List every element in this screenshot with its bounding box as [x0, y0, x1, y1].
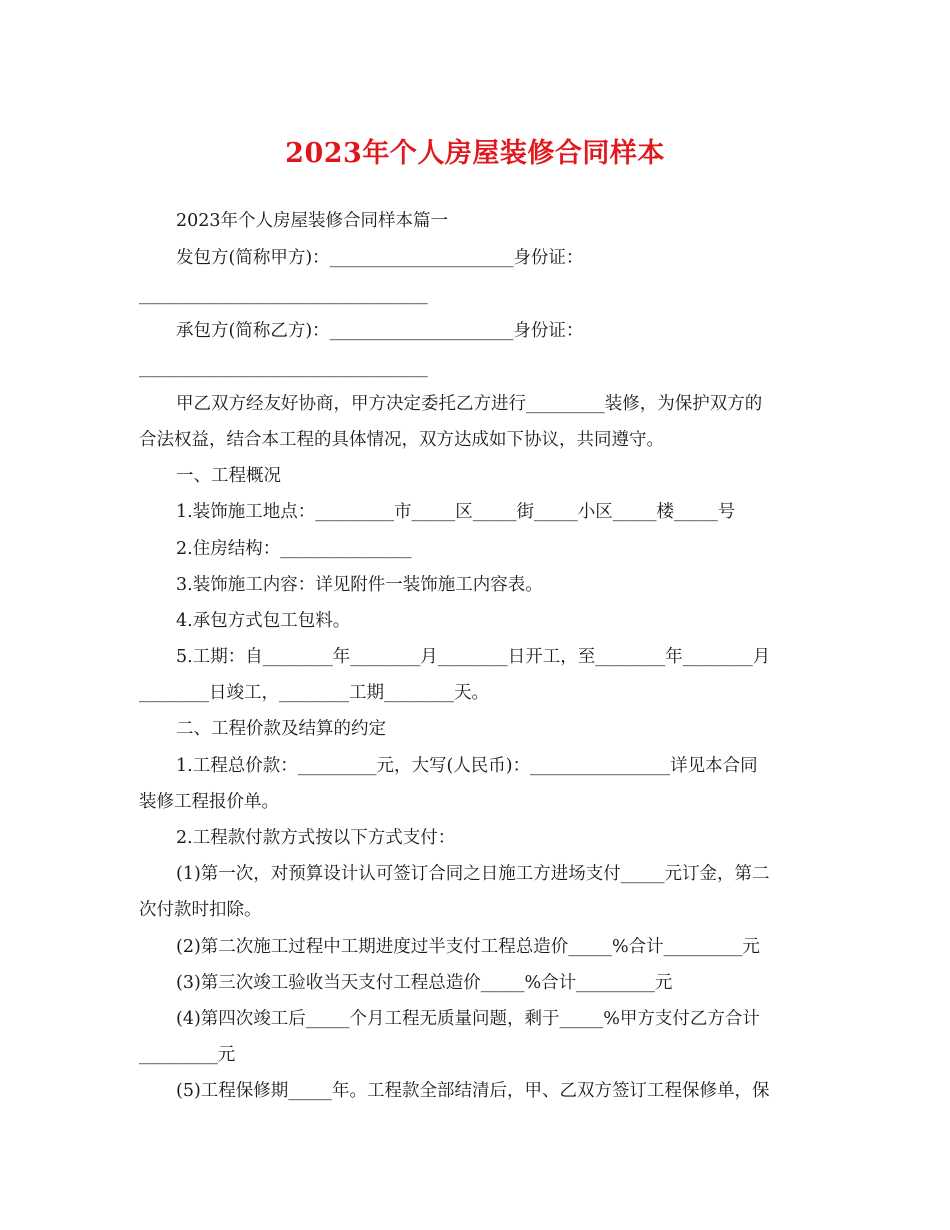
text-line: (3)第三次竣工验收当天支付工程总造价_____%合计_________元: [176, 973, 673, 993]
text-line: 2.工程款付款方式按以下方式支付：: [176, 828, 456, 848]
text-line: 甲乙双方经友好协商，甲方决定委托乙方进行_________装修，为保护双方的: [176, 394, 763, 414]
section-heading: 一、工程概况: [176, 466, 281, 486]
text-line: 3.装饰施工内容：详见附件一装饰施工内容表。: [176, 575, 543, 595]
text-line: _________元: [139, 1045, 236, 1065]
section-heading: 2023年个人房屋装修合同样本篇一: [176, 211, 449, 231]
text-line: _________________________________: [139, 285, 428, 305]
text-line: 发包方(简称甲方)：_____________________身份证：: [176, 248, 584, 268]
text-line: 2.住房结构：_______________: [176, 539, 412, 559]
text-line: 1.工程总价款：_________元，大写(人民币)：________________详见本合同: [176, 756, 758, 776]
text-line: 4.承包方式包工包料。: [176, 611, 351, 631]
text-line: 装修工程报价单。: [139, 792, 279, 812]
text-line: (1)第一次，对预算设计认可签订合同之日施工方进场支付_____元订金，第二: [176, 864, 770, 884]
text-line: (5)工程保修期_____年。工程款全部结清后，甲、乙双方签订工程保修单，保: [176, 1081, 770, 1101]
text-line: ________日竣工，________工期________天。: [139, 683, 489, 703]
text-line: _________________________________: [139, 358, 428, 378]
text-line: 承包方(简称乙方)：_____________________身份证：: [176, 321, 584, 341]
text-line: 1.装饰施工地点：_________市_____区_____街_____小区_____楼_____号: [176, 502, 736, 522]
document-title: 2023年个人房屋装修合同样本: [285, 138, 665, 169]
section-heading: 二、工程价款及结算的约定: [176, 719, 386, 739]
text-line: 合法权益，结合本工程的具体情况，双方达成如下协议，共同遵守。: [139, 430, 664, 450]
text-line: (2)第二次施工过程中工期进度过半支付工程总造价_____%合计_________元: [176, 937, 760, 957]
text-line: 次付款时扣除。: [139, 900, 262, 920]
text-line: (4)第四次竣工后_____个月工程无质量问题，剩于_____%甲方支付乙方合计: [176, 1009, 760, 1029]
text-line: 5.工期：自________年________月________日开工，至________年________月: [176, 647, 771, 667]
